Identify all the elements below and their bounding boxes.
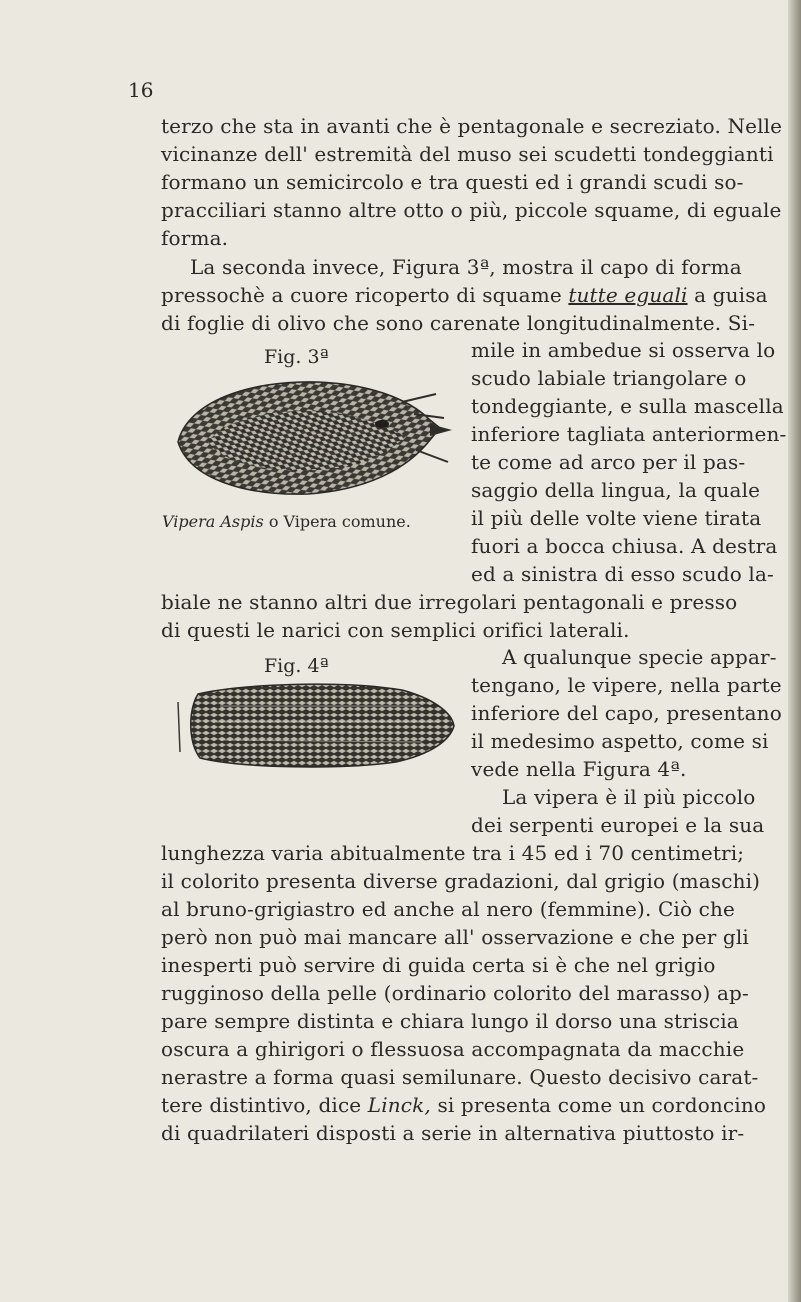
author-name: Linck, [367, 1093, 431, 1117]
text-line: pare sempre distinta e chiara lungo il dorso una striscia [161, 1009, 739, 1033]
text-line: te come ad arco per il pas- [471, 450, 746, 474]
figure-3-viper-head-illustration [168, 372, 458, 504]
text-line: il più delle volte viene tirata [471, 506, 762, 530]
text-line: biale ne stanno altri due irregolari pentagonali e presso [161, 590, 738, 614]
text-line: inferiore del capo, presentano [471, 701, 782, 725]
text-line: inesperti può servire di guida certa si è che nel grigio [161, 953, 716, 977]
page-number: 16 [128, 78, 154, 102]
text-line: La vipera è il più piccolo [502, 785, 756, 809]
text-line: oscura a ghirigori o flessuosa accompagnata da macchie [161, 1037, 745, 1061]
text-line: però non può mai mancare all' osservazione e che per gli [161, 925, 749, 949]
text-line: nerastre a forma quasi semilunare. Questo decisivo carat- [161, 1065, 759, 1089]
text-line: vede nella Figura 4ª. [471, 757, 687, 781]
text-line: al bruno-grigiastro ed anche al nero (femmine). Ciò che [161, 897, 736, 921]
text-line: il colorito presenta diverse gradazioni, dal grigio (maschi) [161, 869, 761, 893]
text-line: La seconda invece, Figura 3ª, mostra il capo di forma [190, 255, 742, 279]
page-edge [788, 0, 801, 1302]
text-line [161, 1091, 765, 1119]
text-line: rugginoso della pelle (ordinario colorito del marasso) ap- [161, 981, 749, 1005]
text-line: vicinanze dell' estremità del muso sei scudetti tondeggianti [161, 142, 774, 166]
text-line: ed a sinistra di esso scudo la- [471, 562, 774, 586]
text-line: il medesimo aspetto, come si [471, 729, 769, 753]
text-line: formano un semicircolo e tra questi ed i grandi scudi so- [161, 170, 744, 194]
text-line: dei serpenti europei e la sua [471, 813, 765, 837]
text-line: tondeggiante, e sulla mascella [471, 394, 784, 418]
figure-4-label: Fig. 4ª [264, 655, 329, 677]
text-line: forma. [161, 226, 229, 250]
text-line: mile in ambedue si osserva lo [471, 338, 776, 362]
figure-3-caption [162, 512, 411, 531]
text-line: A qualunque specie appar- [502, 645, 777, 669]
text-segment: pressochè a cuore ricoperto di squame [161, 283, 562, 307]
text-line: tengano, le vipere, nella parte [471, 673, 782, 697]
text-line: di questi le narici con semplici orifici laterali. [161, 618, 630, 642]
text-line: pracciliari stanno altre otto o più, piccole squame, di eguale [161, 198, 782, 222]
text-line: inferiore tagliata anteriormen- [471, 422, 787, 446]
text-line: terzo che sta in avanti che è pentagonale e secreziato. Nelle [161, 114, 783, 138]
text-line: di foglie di olivo che sono carenate longitudinalmente. Si- [161, 311, 756, 335]
text-line: saggio della lingua, la quale [471, 478, 761, 502]
figure-4-viper-underside-illustration [170, 682, 460, 768]
text-line: di quadrilateri disposti a serie in alternativa piuttosto ir- [161, 1121, 745, 1145]
text-segment: a guisa [694, 283, 768, 307]
text-line: fuori a bocca chiusa. A destra [471, 534, 778, 558]
emphasis-text: tutte eguali [568, 283, 688, 307]
text-line [161, 281, 768, 309]
caption-common-name: o Vipera comune. [268, 512, 411, 531]
caption-species-name: Vipera Aspis [162, 512, 264, 531]
text-line: scudo labiale triangolare o [471, 366, 747, 390]
text-segment: tere distintivo, dice [161, 1093, 362, 1117]
text-line: lunghezza varia abitualmente tra i 45 ed i 70 centimetri; [161, 841, 745, 865]
figure-3-label: Fig. 3ª [264, 346, 329, 368]
text-segment: si presenta come un cordoncino [437, 1093, 767, 1117]
